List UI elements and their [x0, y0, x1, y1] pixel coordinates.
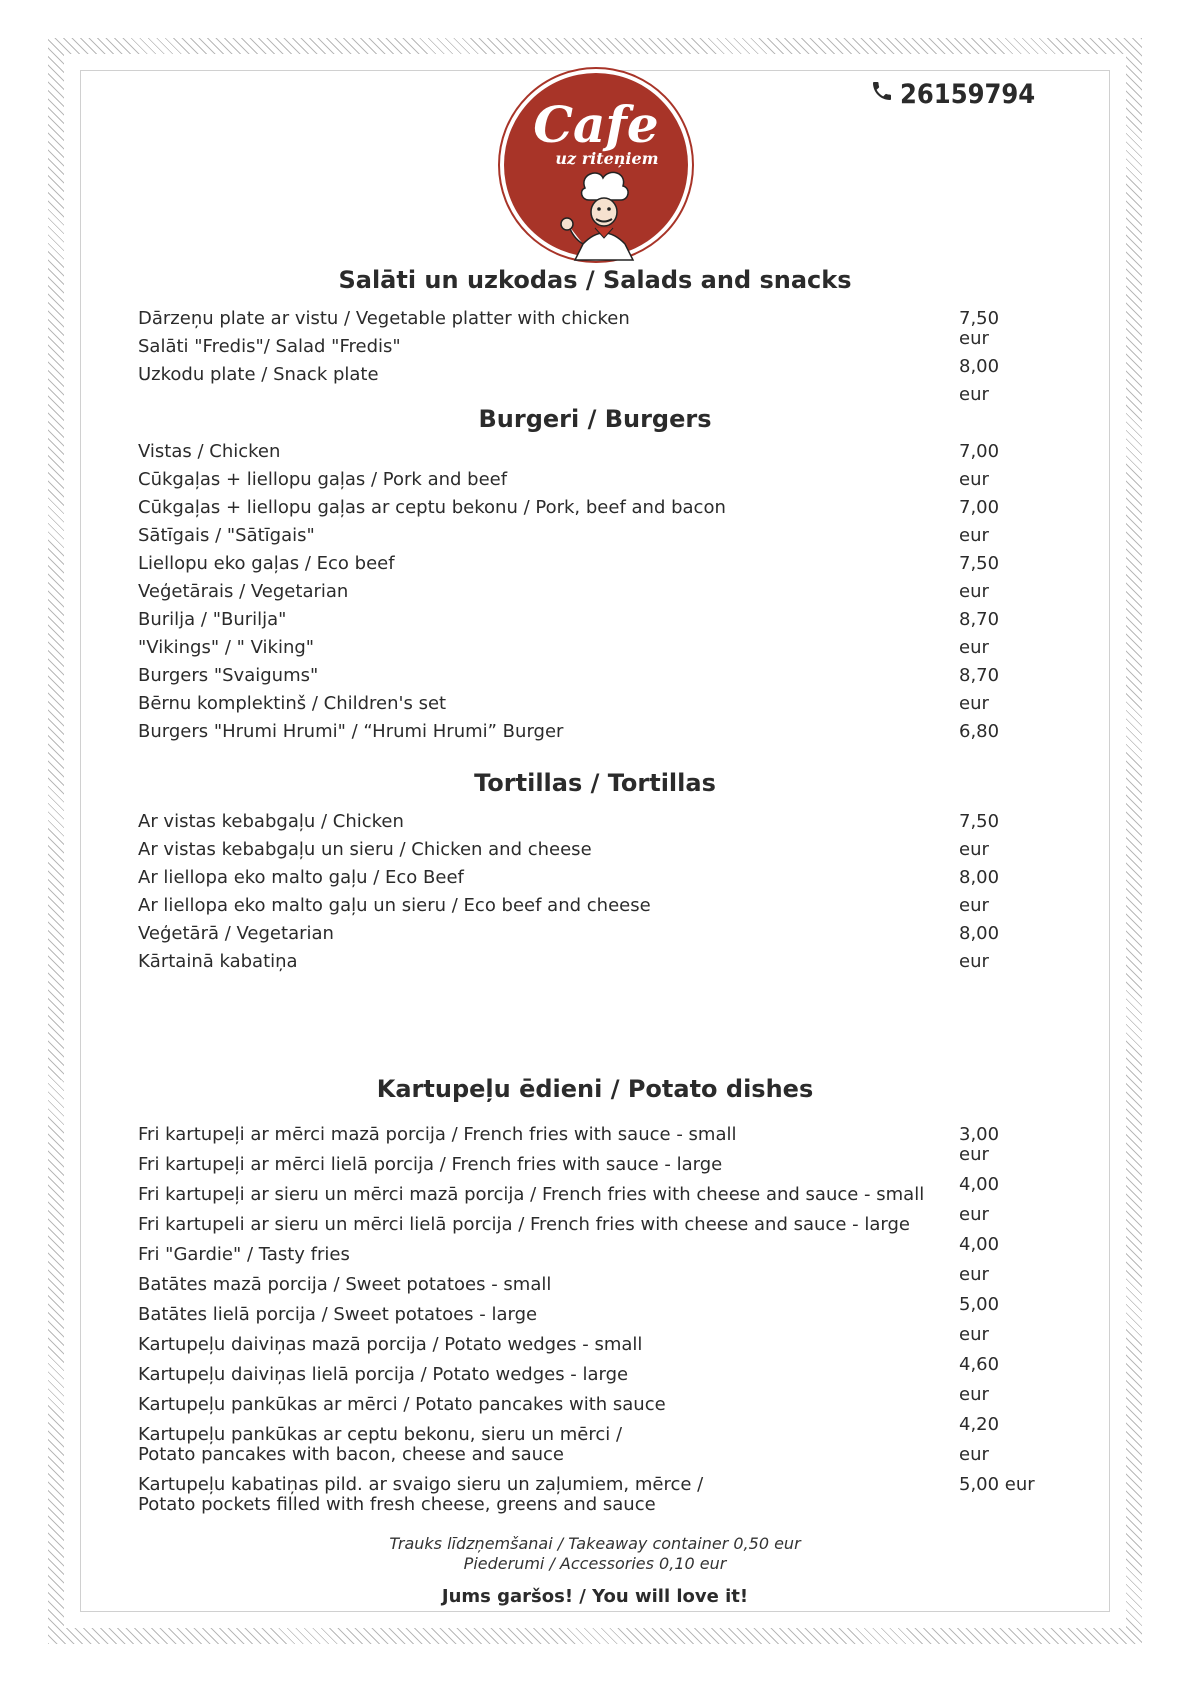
menu-item: Ar liellopa eko malto gaļu / Eco Beef: [138, 867, 464, 888]
menu-item: Uzkodu plate / Snack plate: [138, 364, 379, 385]
menu-item: Vistas / Chicken: [138, 441, 281, 462]
menu-item: Veģetārā / Vegetarian: [138, 923, 334, 944]
price: 7,00: [959, 497, 1000, 518]
menu-item: Sātīgais / "Sātīgais": [138, 525, 315, 546]
price: eur: [959, 839, 989, 860]
phone-text: 26159794: [900, 78, 1036, 110]
logo-subtitle: uz riteņiem: [555, 149, 659, 168]
menu-item: Fri kartupeli ar sieru un mērci lielā porcija / French fries with cheese and sauce - large: [138, 1214, 910, 1235]
menu-item: Kartupeļu pankūkas ar mērci / Potato pancakes with sauce: [138, 1394, 666, 1415]
price: eur: [959, 581, 989, 602]
price: eur: [959, 1264, 989, 1285]
logo-word: Cafe: [533, 95, 659, 154]
price: eur: [959, 469, 989, 490]
menu-item: Fri kartupeļi ar mērci lielā porcija / French fries with sauce - large: [138, 1154, 723, 1175]
menu-item: Kartupeļu pankūkas ar ceptu bekonu, sieru un mērci /: [138, 1424, 623, 1445]
menu-item: Salāti "Fredis"/ Salad "Fredis": [138, 336, 401, 357]
menu-item: Burilja / "Burilja": [138, 609, 287, 630]
menu-item: Potato pockets filled with fresh cheese, greens and sauce: [138, 1494, 656, 1515]
cafe-logo: [497, 66, 695, 264]
tagline: Jums garšos! / You will love it!: [441, 1586, 749, 1607]
menu-item: "Vikings" / " Viking": [138, 637, 315, 658]
menu-item: Fri kartupeļi ar mērci mazā porcija / French fries with sauce - small: [138, 1124, 737, 1145]
price: 7,00: [959, 441, 1000, 462]
menu-item: Fri kartupeļi ar sieru un mērci mazā porcija / French fries with cheese and sauce - small: [138, 1184, 925, 1205]
price: eur: [959, 1444, 989, 1465]
note-accessories: Piederumi / Accessories 0,10 eur: [463, 1554, 727, 1573]
phone-number[interactable]: [870, 78, 1035, 110]
price: 5,00: [959, 1294, 1000, 1315]
price: eur: [959, 525, 989, 546]
price: 7,50: [959, 553, 1000, 574]
menu-item: Burgers "Svaigums": [138, 665, 319, 686]
price: 4,20: [959, 1414, 1000, 1435]
price: eur: [959, 1204, 989, 1225]
menu-item: Kartupeļu kabatiņas pild. ar svaigo sieru un zaļumiem, mērce /: [138, 1474, 704, 1495]
menu-item: Ar vistas kebabgaļu un sieru / Chicken and cheese: [138, 839, 592, 860]
price: 6,80: [959, 721, 1000, 742]
price: 3,00: [959, 1124, 1000, 1145]
menu-item: Cūkgaļas + liellopu gaļas ar ceptu bekonu / Pork, beef and bacon: [138, 497, 726, 518]
price: 8,00: [959, 356, 1000, 377]
section-title-burgers: Burgeri / Burgers: [478, 405, 712, 433]
menu-item: Dārzeņu plate ar vistu / Vegetable platter with chicken: [138, 308, 630, 329]
menu-item: Liellopu eko gaļas / Eco beef: [138, 553, 395, 574]
price: eur: [959, 328, 989, 349]
price: eur: [959, 1324, 989, 1345]
menu-item: Ar liellopa eko malto gaļu un sieru / Eco beef and cheese: [138, 895, 651, 916]
price: 4,00: [959, 1174, 1000, 1195]
menu-item: Bērnu komplektinš / Children's set: [138, 693, 447, 714]
menu-item: Ar vistas kebabgaļu / Chicken: [138, 811, 404, 832]
phone-icon: [870, 78, 894, 111]
price: 7,50: [959, 308, 1000, 329]
price: eur: [959, 1144, 989, 1165]
menu-item: Kartupeļu daiviņas mazā porcija / Potato wedges - small: [138, 1334, 643, 1355]
menu-item: Kārtainā kabatiņa: [138, 951, 298, 972]
menu-item: Potato pancakes with bacon, cheese and sauce: [138, 1444, 564, 1465]
menu-item: Fri "Gardie" / Tasty fries: [138, 1244, 350, 1265]
menu-item: Burgers "Hrumi Hrumi" / “Hrumi Hrumi” Burger: [138, 721, 564, 742]
menu-item: Batātes mazā porcija / Sweet potatoes - small: [138, 1274, 552, 1295]
price: 7,50: [959, 811, 1000, 832]
menu-item: Veģetārais / Vegetarian: [138, 581, 349, 602]
menu-item: Cūkgaļas + liellopu gaļas / Pork and beef: [138, 469, 508, 490]
menu-item: Kartupeļu daiviņas lielā porcija / Potato wedges - large: [138, 1364, 629, 1385]
section-title-potato: Kartupeļu ēdieni / Potato dishes: [376, 1075, 814, 1103]
price: eur: [959, 693, 989, 714]
price: 8,00: [959, 867, 1000, 888]
price: 8,70: [959, 665, 1000, 686]
section-title-tortillas: Tortillas / Tortillas: [474, 769, 716, 797]
price: 4,60: [959, 1354, 1000, 1375]
price: eur: [959, 637, 989, 658]
price: eur: [959, 895, 989, 916]
price: eur: [959, 1384, 989, 1405]
menu-item: Batātes lielā porcija / Sweet potatoes - large: [138, 1304, 538, 1325]
price: 5,00 eur: [959, 1474, 1035, 1495]
price: eur: [959, 951, 989, 972]
price: 8,70: [959, 609, 1000, 630]
price: 8,00: [959, 923, 1000, 944]
section-title-salads: Salāti un uzkodas / Salads and snacks: [338, 266, 852, 294]
price: eur: [959, 384, 989, 405]
price: 4,00: [959, 1234, 1000, 1255]
note-takeaway: Trauks līdzņemšanai / Takeaway container 0,50 eur: [389, 1534, 801, 1553]
